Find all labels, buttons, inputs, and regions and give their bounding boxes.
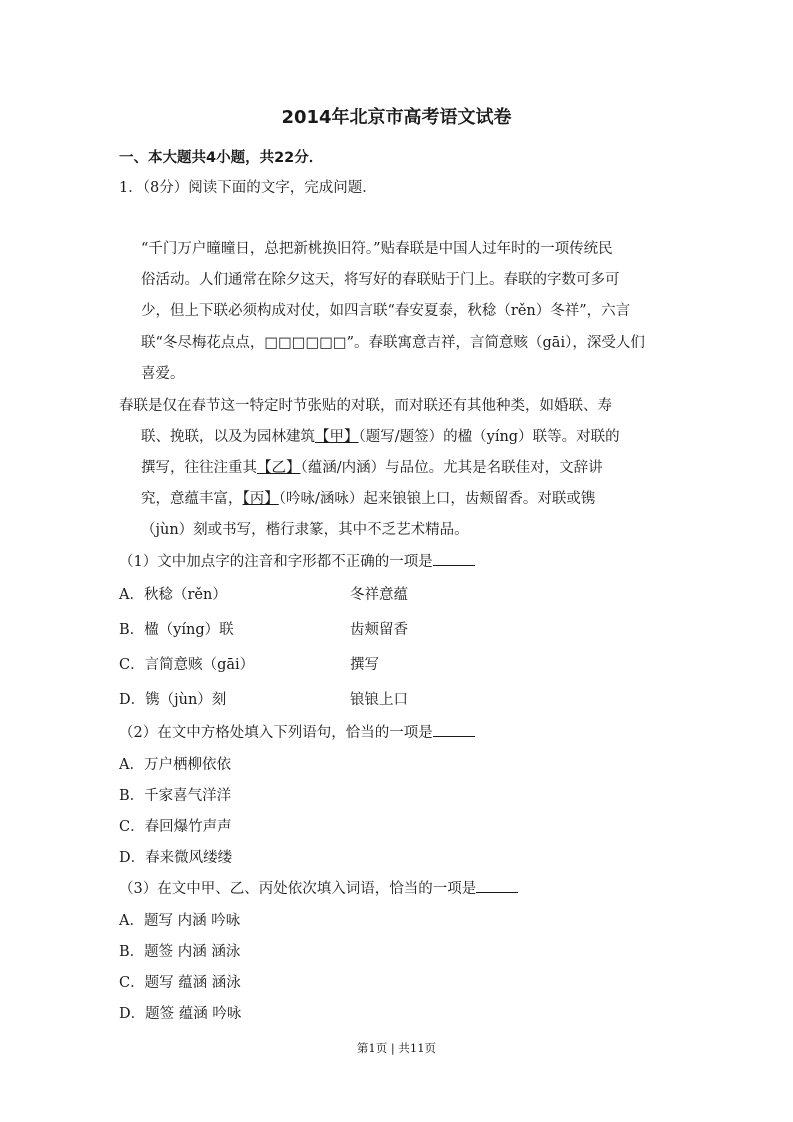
paragraph-text: 究，意蕴丰富，	[141, 491, 243, 507]
option-d: D．题签 蕴涵 吟咏	[119, 1006, 242, 1022]
option-a-second: 冬祥意蕴	[350, 587, 408, 603]
question-text: （2）在文中方格处填入下列语句，恰当的一项是	[119, 725, 433, 741]
paragraph-line: （jùn）刻或书写，楷行隶篆，其中不乏艺术精品。	[141, 522, 469, 538]
passage-line: “千门万户曈曈日，总把新桃换旧符。”贴春联是中国人过年时的一项传统民	[141, 241, 613, 257]
passage-line: 俗活动。人们通常在除夕这天，将写好的春联贴于门上。春联的字数可多可	[141, 272, 620, 288]
passage-line: 少，但上下联必须构成对仗，如四言联“春安夏泰，秋稔（rěn）冬祥”，六言	[141, 303, 631, 319]
passage-line: 联“冬尽梅花点点，□□□□□□”。春联寓意吉祥，言简意赅（gāi），深受人们	[141, 335, 645, 351]
paragraph-line	[141, 425, 620, 446]
paragraph-line	[141, 487, 595, 508]
option-a: A．万户栖柳依依	[119, 757, 231, 773]
blank-bing: 【丙】	[242, 491, 279, 507]
option-b: B．题签 内涵 涵泳	[119, 944, 241, 960]
sub-question-3	[119, 877, 518, 898]
document-title: 2014年北京市高考语文试卷	[281, 107, 512, 128]
option-d: D．春来微风缕缕	[119, 850, 233, 866]
answer-blank	[433, 553, 475, 566]
option-c-second: 撰写	[350, 657, 379, 673]
option-d-second: 锒锒上口	[350, 692, 408, 708]
paragraph-text: （吟咏/涵咏）起来锒锒上口，齿颊留香。对联或镌	[278, 491, 596, 507]
option-b: B．千家喜气洋洋	[119, 788, 232, 804]
option-c: C．题写 蕴涵 涵泳	[119, 975, 241, 991]
sub-question-2	[119, 721, 475, 742]
paragraph-text: （蕴涵/内涵）与品位。尤其是名联佳对，文辞讲	[300, 460, 603, 476]
question-1-header: 1．（8分）阅读下面的文字，完成问题．	[119, 180, 377, 196]
passage-line: 喜爱。	[141, 366, 185, 382]
option-a: A．秋稔（rěn）	[119, 587, 227, 603]
paragraph-line	[141, 456, 603, 477]
paragraph-text: （题写/题签）的楹（yíng）联等。对联的	[358, 429, 620, 445]
paragraph-text: 撰写，往往注重其	[141, 460, 257, 476]
question-text: （1）文中加点字的注音和字形都不正确的一项是	[119, 554, 433, 570]
answer-blank	[433, 724, 475, 737]
sub-question-1	[119, 550, 475, 571]
option-d: D．镌（jùn）刻	[119, 692, 227, 708]
blank-jia: 【甲】	[315, 429, 359, 445]
option-b: B．楹（yíng）联	[119, 622, 234, 638]
option-c: C．春回爆竹声声	[119, 819, 232, 835]
section-heading: 一、本大题共4小题，共22分．	[119, 150, 324, 166]
page-footer: 第1页 | 共11页	[356, 1041, 437, 1055]
option-a: A．题写 内涵 吟咏	[119, 913, 241, 929]
option-c: C．言简意赅（gāi）	[119, 657, 255, 673]
paragraph-line: 春联是仅在春节这一特定时节张贴的对联，而对联还有其他种类，如婚联、寿	[119, 398, 612, 414]
option-b-second: 齿颊留香	[350, 622, 408, 638]
answer-blank	[476, 880, 518, 893]
paragraph-text: 联、挽联，以及为园林建筑	[141, 429, 315, 445]
question-text: （3）在文中甲、乙、丙处依次填入词语，恰当的一项是	[119, 881, 477, 897]
blank-yi: 【乙】	[257, 460, 301, 476]
